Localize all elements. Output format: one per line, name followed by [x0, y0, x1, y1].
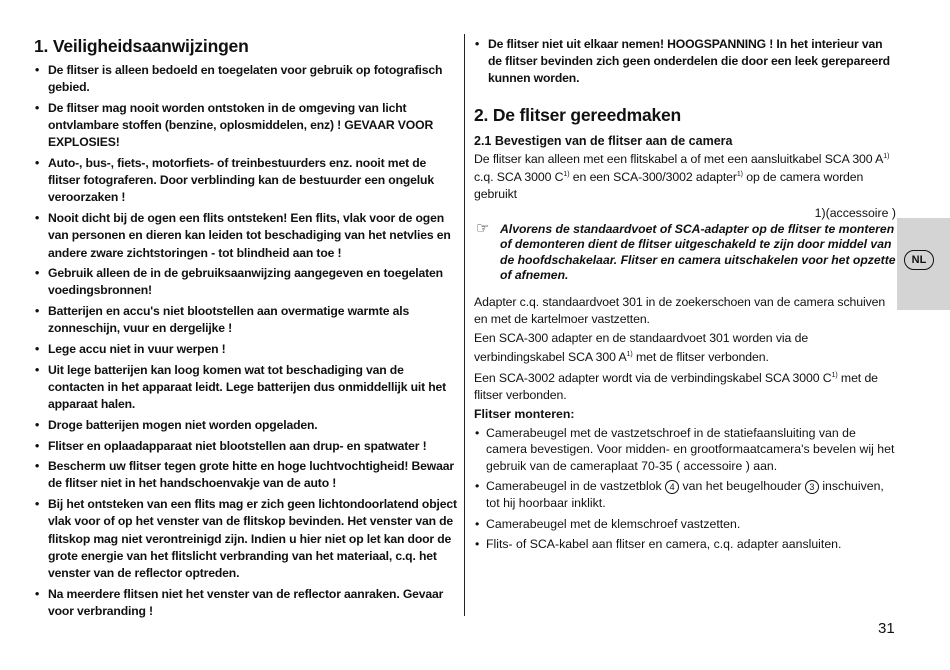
paragraph: Een SCA-3002 adapter wordt via de verbindingskabel SCA 3000 $C^{1)}$ met de flitser verbonden.	[474, 371, 878, 403]
list-item: • Nooit dicht bij de ogen een flits ontsteken! Een flits, vlak voor de ogen van personen en dieren kan leiden tot beschadiging van het netvlies en andere zware zichtstoringen - tot blindheid aan toe !	[34, 210, 458, 262]
safety-list	[34, 62, 458, 620]
column-divider	[464, 34, 465, 616]
circled-number-3: 3	[805, 480, 819, 494]
paragraph: Een SCA-300 adapter en de standaardvoet 301 worden via de verbindingskabel SCA 300 $A^{1)}$ met de flitser verbonden.	[474, 331, 809, 364]
list-item: • Droge batterijen mogen niet worden opgeladen.	[34, 417, 458, 434]
subsection-title: 2.1 Bevestigen van de flitser aan de camera	[474, 133, 733, 148]
list-item: • De flitser mag nooit worden ontstoken in de omgeving van licht ontvlambare stoffen (benzine, oplosmiddelen, enz) ! GEVAAR VOOR EXPLOSIES!	[34, 100, 458, 152]
list-item: • Flitser en oplaadapparaat niet blootstellen aan drup- en spatwater !	[34, 438, 458, 455]
right-column	[474, 36, 896, 557]
safety-title: 1. Veiligheidsaanwijzingen	[34, 36, 249, 56]
page-number: 31	[878, 620, 895, 637]
footnote: 1)(accessoire )	[814, 205, 896, 220]
mount-heading: Flitser monteren:	[474, 406, 575, 421]
left-column	[34, 36, 458, 624]
language-badge: NL	[904, 250, 934, 270]
safety-list-continued	[474, 36, 896, 88]
list-item: • De flitser niet uit elkaar nemen! HOOGSPANNING ! In het interieur van de flitser bevinden zich geen onderdelen die door een leek gerepareerd kunnen worden.	[474, 36, 896, 88]
warning-note	[474, 219, 896, 284]
list-item: • Camerabeugel met de klemschroef vastzetten.	[474, 516, 896, 533]
list-item: • Batterijen en accu's niet blootstellen aan overmatige warmte als zonneschijn, vuur en dergelijke !	[34, 303, 458, 337]
list-item: • Camerabeugel met de vastzetschroef in de statiefaansluiting van de camera bevestigen. Voor midden- en grootformaatcamera's bevelen wij het gebruik van de cameraplaat 70-35 ( accessoire ) aan.	[474, 425, 896, 475]
list-item: • De flitser is alleen bedoeld en toegelaten voor gebruik op fotografisch gebied.	[34, 62, 458, 96]
list-item: • Auto-, bus-, fiets-, motorfiets- of treinbestuurders enz. nooit met de flitser fotograferen. Door verblinding kan de bestuurder een ongeluk veroorzaken !	[34, 155, 458, 207]
list-item: • Gebruik alleen de in de gebruiksaanwijzing aangegeven en toegelaten voedingsbronnen!	[34, 265, 458, 299]
circled-number-4: 4	[665, 480, 679, 494]
list-item: • Bij het ontsteken van een flits mag er zich geen lichtondoorlatend object vlak voor of op het venster van de flitskop bevinden. Het venster van de flitskop mag niet verontreinigd zijn. Indien u hier niet op let kan door de grote energie van het flitslicht verbranding van het materiaal, c.q. het venster van de reflector optreden.	[34, 496, 458, 582]
pointing-hand-icon: ☞	[476, 219, 490, 237]
note-text: Alvorens de standaardvoet of SCA-adapter op de flitser te monteren of demonteren dient de flitser uitgeschakeld te zijn door middel van de hoofdschakelaar. Flitser en camera uitschakelen voor het opzette of afnemen.	[500, 221, 896, 283]
mount-steps	[474, 425, 896, 553]
list-item: • Lege accu niet in vuur werpen !	[34, 341, 458, 358]
list-item: • Camerabeugel in de vastzetblok 4 van het beugelhouder 3 inschuiven, tot hij hoorbaar inklikt.	[474, 478, 896, 511]
paragraph: Adapter c.q. standaardvoet 301 in de zoekerschoen van de camera schuiven en met de kartelmoer vastzetten.	[474, 294, 886, 326]
list-item: • Uit lege batterijen kan loog komen wat tot beschadiging van de contacten in het apparaat leidt. Lege batterijen dus onmiddellijk uit het apparaat halen.	[34, 362, 458, 414]
intro-paragraph: De flitser kan alleen met een flitskabel a of met een aansluitkabel SCA 300 $A^{1)}$ c.q. SCA 3000 $C^{1)}$ en een SCA-300/3002 adapter$^{1)}$ op de camera worden gebruikt	[474, 151, 890, 201]
list-item: • Na meerdere flitsen niet het venster van de reflector aanraken. Gevaar voor verbranding !	[34, 586, 458, 620]
list-item: • Flits- of SCA-kabel aan flitser en camera, c.q. adapter aansluiten.	[474, 536, 896, 553]
prepare-title: 2. De flitser gereedmaken	[474, 104, 682, 125]
list-item: • Bescherm uw flitser tegen grote hitte en hoge luchtvochtigheid! Bewaar de flitser niet in het handschoenvakje van de auto !	[34, 458, 458, 492]
